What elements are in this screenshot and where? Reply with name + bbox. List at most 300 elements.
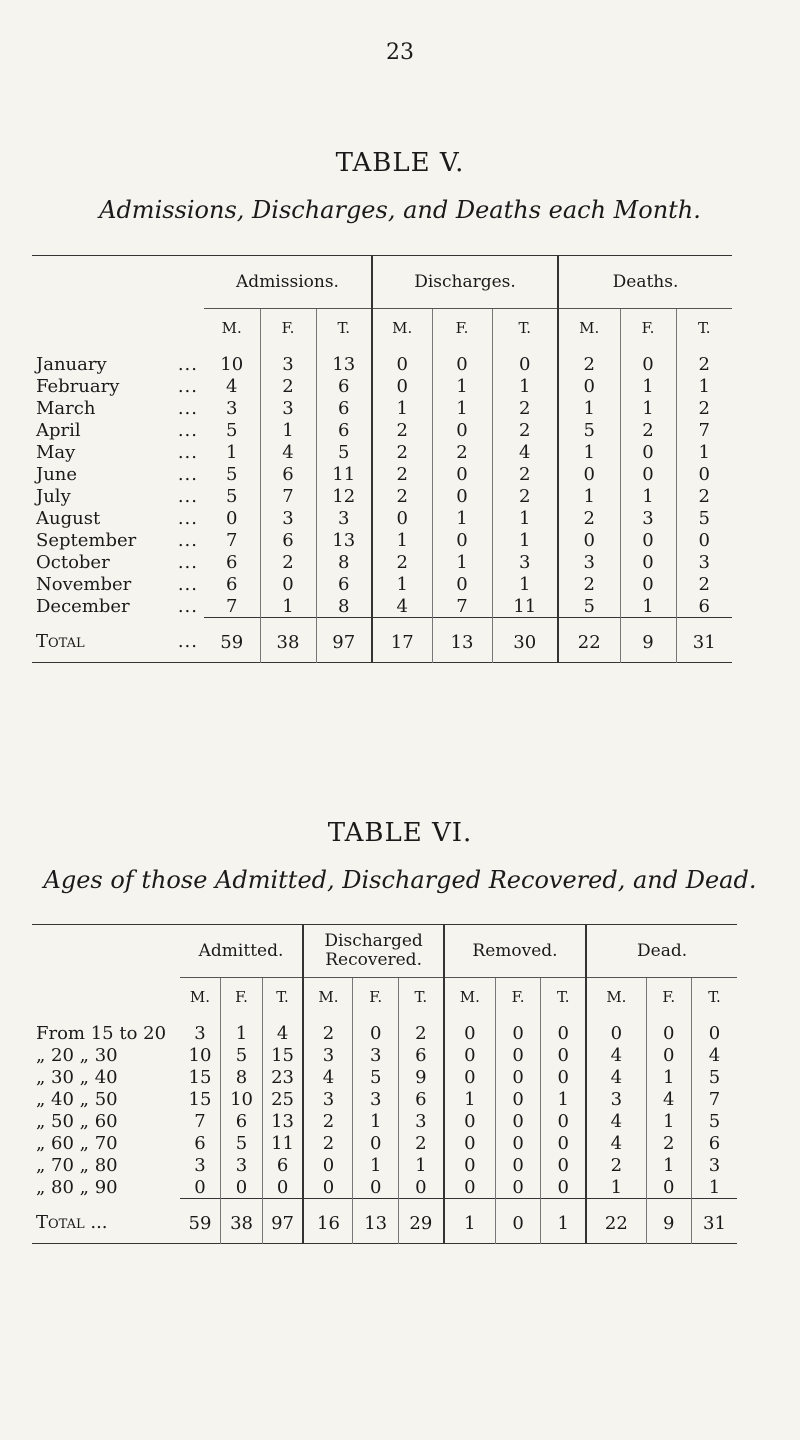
table6-group-admitted: Admitted.	[198, 940, 284, 961]
row-label-text: December	[36, 595, 130, 617]
table-cell: 8	[316, 595, 372, 618]
table-cell: 59	[204, 618, 260, 663]
row-label-text: May	[36, 441, 76, 463]
table-cell: 4	[260, 441, 316, 463]
table-cell: 0	[541, 1016, 586, 1044]
table-cell: 2	[432, 441, 492, 463]
table-cell: 0	[444, 1044, 496, 1066]
row-label	[32, 441, 204, 463]
table-cell: 1	[372, 573, 432, 595]
table-cell: 0	[492, 347, 558, 375]
row-label-text: January	[36, 353, 107, 375]
table-cell: 0	[353, 1132, 398, 1154]
table-cell: 0	[303, 1176, 353, 1199]
table-cell: 2	[558, 507, 620, 529]
table-cell: 0	[691, 1016, 737, 1044]
table-row	[32, 463, 732, 485]
table-cell: 97	[316, 618, 372, 663]
row-label	[32, 1066, 180, 1088]
table-cell: 7	[691, 1088, 737, 1110]
table-cell: 0	[620, 463, 676, 485]
row-label	[32, 419, 204, 441]
row-label-text: „ 80 „ 90	[36, 1176, 118, 1198]
row-label	[32, 463, 204, 485]
table-cell: 6	[226, 551, 238, 573]
table-cell: 6	[194, 1132, 206, 1154]
row-label	[32, 1132, 180, 1154]
table6-group-dead: Dead.	[586, 925, 737, 978]
row-label-text: „ 40 „ 50	[36, 1088, 118, 1110]
table-cell: 0	[398, 1176, 443, 1199]
table-cell: 3	[260, 507, 316, 529]
table-cell: 0	[646, 1176, 691, 1199]
table6	[32, 924, 737, 1244]
row-label	[32, 1176, 180, 1199]
table6-subheader: M.	[444, 978, 496, 1017]
table-cell: 1	[372, 397, 432, 419]
table6-subheader: F.	[646, 978, 691, 1017]
table-cell: 0	[620, 347, 676, 375]
leader-dots: ...	[177, 631, 198, 653]
leader-dots: ...	[177, 529, 198, 551]
table-cell: 3	[260, 397, 316, 419]
table-cell: 4	[492, 441, 558, 463]
table-cell: 7	[676, 419, 732, 441]
table-cell: 1	[444, 1199, 496, 1244]
table6-caption: Ages of those Admitted, Discharged Recovered, and Dead.	[43, 866, 757, 894]
table6-subheader: F.	[353, 978, 398, 1017]
table-cell: 7	[226, 595, 238, 617]
row-label	[32, 1154, 180, 1176]
row-label-text: October	[36, 551, 110, 573]
table-cell: 2	[676, 347, 732, 375]
table-cell: 1	[432, 375, 492, 397]
table-cell: 3	[260, 347, 316, 375]
table-cell: 3	[353, 1044, 398, 1066]
table-cell: 2	[398, 1132, 443, 1154]
table-cell: 0	[495, 1066, 540, 1088]
table-cell: 1	[676, 441, 732, 463]
table-cell: 0	[558, 375, 620, 397]
table-cell: 2	[372, 441, 432, 463]
table-cell: 9	[398, 1066, 443, 1088]
table-cell: 5	[226, 419, 238, 441]
table-cell: 1	[353, 1110, 398, 1132]
row-label-text: „ 60 „ 70	[36, 1132, 118, 1154]
table-cell: 97	[262, 1199, 303, 1244]
table-cell: 0	[495, 1199, 540, 1244]
table-cell: 1	[620, 375, 676, 397]
table-cell: 0	[444, 1066, 496, 1088]
table-row	[32, 441, 732, 463]
leader-dots: ...	[177, 507, 198, 529]
table-row	[32, 573, 732, 595]
table-cell: 0	[620, 573, 676, 595]
table-cell: 3	[620, 507, 676, 529]
table-row	[32, 397, 732, 419]
table-cell: 8	[316, 551, 372, 573]
table-cell: 0	[541, 1110, 586, 1132]
table-cell: 0	[620, 551, 676, 573]
table5-subheader-row	[32, 309, 732, 348]
table6-subheader: T.	[398, 978, 443, 1017]
table-cell: 0	[558, 463, 620, 485]
table5-caption: Admissions, Discharges, and Deaths each Month.	[99, 196, 701, 224]
table-cell: 0	[495, 1176, 540, 1199]
table-cell: 15	[188, 1066, 212, 1088]
table-cell: 1	[676, 375, 732, 397]
table6-subheader: T.	[691, 978, 737, 1017]
row-label	[32, 397, 204, 419]
table-cell: 4	[646, 1088, 691, 1110]
table-cell: 13	[353, 1199, 398, 1244]
table-cell: 6	[316, 419, 372, 441]
table-cell: 5	[676, 507, 732, 529]
table-cell: 10	[188, 1044, 212, 1066]
table-cell: 6	[676, 595, 732, 618]
table-cell: 31	[691, 1199, 737, 1244]
table-cell: 7	[226, 529, 238, 551]
table-cell: 5	[226, 485, 238, 507]
table-cell: 2	[260, 375, 316, 397]
table-cell: 2	[676, 485, 732, 507]
table-cell: 6	[398, 1088, 443, 1110]
table-cell: 0	[353, 1016, 398, 1044]
table6-heading: TABLE VI.	[327, 818, 473, 848]
table6-group-removed: Removed.	[444, 925, 586, 978]
row-label	[32, 507, 204, 529]
table5-heading: TABLE V.	[335, 148, 465, 178]
table-cell: 2	[558, 347, 620, 375]
page-number: 23	[386, 40, 414, 65]
table-cell: 38	[260, 618, 316, 663]
table-cell: 2	[620, 419, 676, 441]
row-label	[32, 529, 204, 551]
row-label	[32, 1016, 180, 1044]
table-cell: 1	[620, 485, 676, 507]
table-cell: 1	[558, 485, 620, 507]
table-cell: 3	[194, 1154, 206, 1176]
table-cell: 11	[492, 595, 558, 618]
row-label-text: November	[36, 573, 132, 595]
table-cell: 4	[226, 375, 238, 397]
table-cell: 11	[262, 1132, 303, 1154]
table-cell: 6	[260, 529, 316, 551]
table-cell: 1	[492, 529, 558, 551]
table-cell: 0	[620, 529, 676, 551]
table6-subheader: T.	[262, 978, 303, 1017]
row-label	[32, 1044, 180, 1066]
table-cell: 2	[492, 419, 558, 441]
table-row	[32, 1132, 737, 1154]
table-cell: 1	[353, 1154, 398, 1176]
table-cell: 5	[221, 1044, 262, 1066]
table-cell: 1	[372, 529, 432, 551]
table-cell: 1	[620, 595, 676, 618]
table-cell: 0	[495, 1044, 540, 1066]
table-cell: 6	[226, 573, 238, 595]
table-cell: 2	[676, 397, 732, 419]
row-label	[32, 347, 204, 375]
table-row	[32, 507, 732, 529]
table-cell: 5	[691, 1110, 737, 1132]
table-cell: 1	[260, 595, 316, 618]
leader-dots: ...	[177, 353, 198, 375]
table5-subheader: F.	[260, 309, 316, 348]
row-label	[32, 573, 204, 595]
table-cell: 1	[558, 397, 620, 419]
table-cell: 0	[676, 529, 732, 551]
leader-dots: ...	[177, 551, 198, 573]
table5-subheader: T.	[676, 309, 732, 348]
table-cell: 1	[492, 507, 558, 529]
table5-group-deaths: Deaths.	[558, 256, 732, 309]
table-cell: 13	[262, 1110, 303, 1132]
table-cell: 0	[495, 1088, 540, 1110]
table-cell: 1	[226, 441, 238, 463]
table5-subheader: M.	[558, 309, 620, 348]
row-label-text: September	[36, 529, 137, 551]
table-cell: 3	[303, 1088, 353, 1110]
table-cell: 10	[220, 353, 244, 375]
table-row	[32, 1066, 737, 1088]
leader-dots: ...	[177, 595, 198, 617]
row-label	[32, 375, 204, 397]
table-cell: 9	[620, 618, 676, 663]
table-cell: 0	[262, 1176, 303, 1199]
table-cell: 0	[444, 1154, 496, 1176]
table-row	[32, 1044, 737, 1066]
table-cell: 13	[316, 529, 372, 551]
table-cell: 0	[541, 1132, 586, 1154]
table-cell: 17	[372, 618, 432, 663]
table-cell: 0	[646, 1044, 691, 1066]
table-cell: 4	[691, 1044, 737, 1066]
table-cell: 1	[221, 1016, 262, 1044]
leader-dots: ...	[177, 441, 198, 463]
leader-dots: ...	[177, 463, 198, 485]
table-cell: 4	[586, 1066, 646, 1088]
table-cell: 3	[194, 1022, 206, 1044]
table-cell: 2	[558, 573, 620, 595]
row-label	[32, 595, 204, 618]
table-cell: 2	[372, 463, 432, 485]
row-label	[32, 1088, 180, 1110]
table-cell: 7	[432, 595, 492, 618]
table-cell: 0	[444, 1016, 496, 1044]
table-cell: 1	[541, 1199, 586, 1244]
table-cell: 2	[372, 551, 432, 573]
table-cell: 2	[492, 463, 558, 485]
table-cell: 0	[432, 529, 492, 551]
table-cell: 22	[586, 1199, 646, 1244]
table-row	[32, 1110, 737, 1132]
table-row	[32, 1088, 737, 1110]
table-cell: 2	[372, 419, 432, 441]
leader-dots: ...	[177, 573, 198, 595]
row-label-text: June	[36, 463, 78, 485]
leader-dots: ...	[177, 397, 198, 419]
table-cell: 5	[221, 1132, 262, 1154]
table-cell: 29	[398, 1199, 443, 1244]
table-cell: 0	[221, 1176, 262, 1199]
table6-subheader-row	[32, 978, 737, 1017]
table-cell: 7	[194, 1110, 206, 1132]
table-cell: 0	[372, 347, 432, 375]
table-cell: 0	[620, 441, 676, 463]
table-cell: 2	[492, 397, 558, 419]
row-label-text: February	[36, 375, 120, 397]
table-cell: 0	[646, 1016, 691, 1044]
table-cell: 1	[646, 1110, 691, 1132]
table6-subheader: F.	[495, 978, 540, 1017]
row-label	[32, 551, 204, 573]
row-label	[32, 485, 204, 507]
total-row	[32, 1199, 737, 1244]
table-cell: 31	[676, 618, 732, 663]
table5-group-header	[32, 256, 732, 309]
table-cell: 13	[432, 618, 492, 663]
table-cell: 0	[444, 1176, 496, 1199]
table-cell: 6	[221, 1110, 262, 1132]
row-label-text: April	[36, 419, 81, 441]
table-cell: 6	[316, 573, 372, 595]
table-cell: 3	[226, 397, 238, 419]
table6-group-header	[32, 925, 737, 978]
row-label-text: „ 30 „ 40	[36, 1066, 118, 1088]
table-cell: 3	[676, 551, 732, 573]
table-cell: 59	[180, 1199, 221, 1244]
table-cell: 11	[316, 463, 372, 485]
table5-subheader: T.	[492, 309, 558, 348]
table-cell: 0	[444, 1132, 496, 1154]
table-cell: 3	[558, 551, 620, 573]
table-cell: 0	[432, 347, 492, 375]
table-cell: 15	[188, 1088, 212, 1110]
table5-group-admissions: Admissions.	[236, 271, 339, 292]
table-cell: 0	[260, 573, 316, 595]
table-cell: 6	[262, 1154, 303, 1176]
table5-subheader: F.	[432, 309, 492, 348]
table-cell: 0	[676, 463, 732, 485]
total-row	[32, 618, 732, 663]
table6-subheader: M.	[586, 978, 646, 1017]
table-cell: 3	[492, 551, 558, 573]
table-cell: 0	[541, 1154, 586, 1176]
table-cell: 0	[226, 507, 238, 529]
table6-subheader: T.	[541, 978, 586, 1017]
table-cell: 0	[353, 1176, 398, 1199]
table-row	[32, 347, 732, 375]
table-row	[32, 551, 732, 573]
table-cell: 0	[432, 419, 492, 441]
table6-subheader: M.	[303, 978, 353, 1017]
table5-subheader: M.	[372, 309, 432, 348]
table-cell: 0	[194, 1176, 206, 1198]
leader-dots: ...	[177, 375, 198, 397]
table-cell: 2	[303, 1016, 353, 1044]
table-cell: 2	[586, 1154, 646, 1176]
table-cell: 2	[260, 551, 316, 573]
row-label-text: „ 20 „ 30	[36, 1044, 118, 1066]
table-cell: 0	[495, 1154, 540, 1176]
table-cell: 2	[303, 1132, 353, 1154]
table-cell: 5	[353, 1066, 398, 1088]
table-row	[32, 529, 732, 551]
table-cell: 13	[316, 347, 372, 375]
table-cell: 0	[372, 375, 432, 397]
table-cell: 0	[541, 1176, 586, 1199]
table-cell: 4	[372, 595, 432, 618]
table5-corner	[32, 256, 204, 309]
table-cell: 3	[586, 1088, 646, 1110]
table-cell: 1	[432, 507, 492, 529]
table-cell: 2	[492, 485, 558, 507]
table-cell: 4	[586, 1132, 646, 1154]
table-cell: 8	[221, 1066, 262, 1088]
table-cell: 0	[495, 1110, 540, 1132]
table-cell: 0	[495, 1016, 540, 1044]
table-cell: 0	[586, 1016, 646, 1044]
table6-subheader: F.	[221, 978, 262, 1017]
table-cell: 1	[558, 441, 620, 463]
table-cell: 1	[398, 1154, 443, 1176]
table-cell: 0	[432, 463, 492, 485]
leader-dots: ...	[177, 485, 198, 507]
table-cell: 3	[303, 1044, 353, 1066]
table-cell: 3	[316, 507, 372, 529]
table-cell: 5	[558, 419, 620, 441]
table-cell: 4	[586, 1044, 646, 1066]
table-row	[32, 595, 732, 618]
table-cell: 16	[303, 1199, 353, 1244]
table-cell: 1	[646, 1154, 691, 1176]
row-label-text: From 15 to 20	[36, 1022, 167, 1044]
table-cell: 3	[353, 1088, 398, 1110]
table-cell: 38	[221, 1199, 262, 1244]
table-cell: 5	[226, 463, 238, 485]
table-cell: 10	[221, 1088, 262, 1110]
table-cell: 2	[676, 573, 732, 595]
table-cell: 6	[316, 375, 372, 397]
table-cell: 5	[316, 441, 372, 463]
table-cell: 4	[586, 1110, 646, 1132]
table-row	[32, 1016, 737, 1044]
table-cell: 4	[262, 1016, 303, 1044]
row-label-text: Total	[36, 631, 85, 653]
table5-group-discharges: Discharges.	[372, 256, 558, 309]
table-row	[32, 1154, 737, 1176]
row-label	[32, 1199, 180, 1244]
table5-subheader: F.	[620, 309, 676, 348]
table5-subheader: M.	[204, 309, 260, 348]
table-cell: 5	[691, 1066, 737, 1088]
row-label-text: March	[36, 397, 96, 419]
table5-subheader: T.	[316, 309, 372, 348]
table-cell: 2	[303, 1110, 353, 1132]
row-label	[32, 1110, 180, 1132]
table-cell: 1	[691, 1176, 737, 1199]
table-cell: 0	[558, 529, 620, 551]
table-cell: 6	[316, 397, 372, 419]
table-row	[32, 419, 732, 441]
table-cell: 6	[398, 1044, 443, 1066]
table-cell: 2	[646, 1132, 691, 1154]
table-row	[32, 1176, 737, 1199]
table-cell: 0	[303, 1154, 353, 1176]
table-cell: 0	[432, 573, 492, 595]
table-cell: 4	[303, 1066, 353, 1088]
